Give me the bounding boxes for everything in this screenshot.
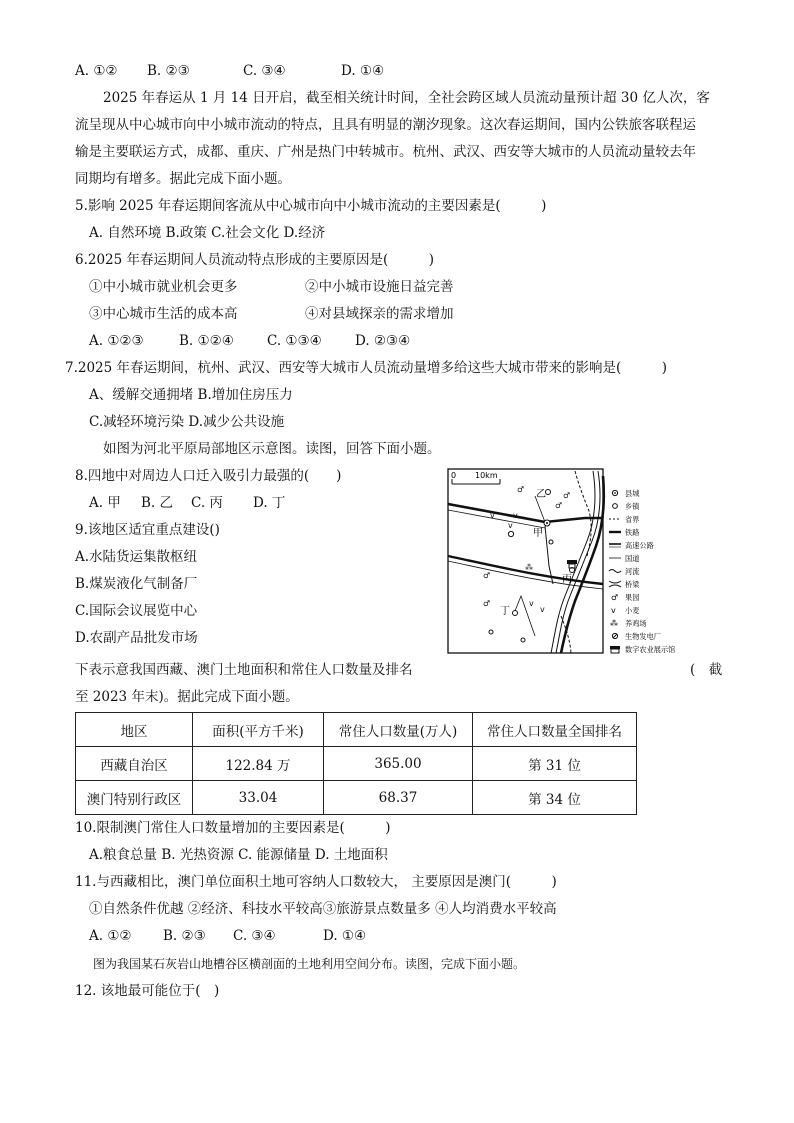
table-header: 地区 bbox=[76, 713, 193, 747]
q4-option-c: C. ③④ bbox=[243, 63, 286, 79]
q7-options-line2: C.减轻环境污染 D.减少公共设施 bbox=[89, 414, 285, 430]
q5-stem: 5.影响 2025 年春运期间客流从中心城市向中小城市流动的主要因素是( ) bbox=[75, 198, 547, 214]
table-header: 常住人口数量(万人) bbox=[324, 713, 473, 747]
orchard-icon bbox=[611, 593, 618, 602]
q11-option-c: C. ③④ bbox=[233, 928, 276, 944]
table-row bbox=[76, 781, 637, 815]
bridge-icon bbox=[609, 581, 621, 587]
svg-text:丙: 丙 bbox=[562, 574, 572, 585]
q6-stem: 6.2025 年春运期间人员流动特点形成的主要原因是( ) bbox=[75, 252, 435, 268]
hebei-plain-map bbox=[445, 466, 697, 658]
q6-item-4: ④对县域探亲的需求增加 bbox=[305, 306, 454, 322]
q7-stem: 7.2025 年春运期间，杭州、武汉、西安等大城市人员流动量增多给这些大城市带来的影响是( ) bbox=[65, 360, 668, 376]
q12-intro: 图为我国某石灰岩山地槽谷区横剖面的土地利用空间分布。读图，完成下面小题。 bbox=[93, 957, 526, 971]
svg-text:♂: ♂ bbox=[517, 485, 525, 494]
svg-text:v: v bbox=[513, 511, 518, 520]
passage1-line4: 同期均有增多。据此完成下面小题。 bbox=[75, 171, 291, 187]
table-header-row bbox=[76, 713, 637, 747]
svg-text:⁂: ⁂ bbox=[525, 563, 533, 572]
svg-text:丁: 丁 bbox=[500, 606, 510, 617]
q6-options bbox=[89, 332, 410, 350]
table-cell: 西藏自治区 bbox=[76, 747, 193, 781]
q9-option-c: C.国际会议展览中心 bbox=[75, 603, 198, 619]
svg-text:♂: ♂ bbox=[555, 501, 563, 510]
biopower-plant-icon bbox=[612, 633, 617, 638]
legend-county: 县城 bbox=[625, 489, 640, 498]
q11-stem: 11.与西藏相比，澳门单位面积土地可容纳人口数较大， 主要原因是澳门( ) bbox=[75, 874, 557, 890]
map-intro: 如图为河北平原局部地区示意图。读图，回答下面小题。 bbox=[103, 441, 441, 457]
svg-text:v: v bbox=[540, 605, 545, 614]
table-header: 常住人口数量全国排名 bbox=[473, 713, 637, 747]
svg-text:v: v bbox=[529, 599, 534, 608]
q4-option-a: A. ①② bbox=[75, 63, 118, 79]
svg-text:♂: ♂ bbox=[483, 571, 491, 580]
q6-item-3: ③中心城市生活的成本高 bbox=[89, 306, 238, 322]
q11-items: ①自然条件优越 ②经济、科技水平较高③旅游景点数量多 ④人均消费水平较高 bbox=[89, 901, 557, 917]
svg-text:♂: ♂ bbox=[611, 593, 619, 602]
table-intro-line2: 至 2023 年末)。据此完成下面小题。 bbox=[75, 689, 299, 705]
table-intro-line1: 下表示意我国西藏、澳门土地面积和常住人口数量及排名 bbox=[75, 662, 413, 678]
q8-option-d: D. 丁 bbox=[253, 495, 286, 511]
legend-national-road: 国道 bbox=[625, 554, 640, 563]
q6-item-2: ②中小城市设施日益完善 bbox=[305, 279, 454, 295]
passage1-line1: 2025 年春运从 1 月 14 日开启，截至相关统计时间，全社会跨区域人员流动量预计超 30 亿人次，客 bbox=[103, 90, 710, 106]
county-icon bbox=[612, 490, 617, 495]
svg-text:♂: ♂ bbox=[563, 491, 571, 500]
q9-option-b: B.煤炭液化气制备厂 bbox=[75, 576, 198, 592]
svg-text:v: v bbox=[490, 511, 495, 520]
q5-options: A. 自然环境 B.政策 C.社会文化 D.经济 bbox=[89, 225, 326, 241]
q11-options bbox=[89, 927, 366, 945]
table-cell: 122.84 万 bbox=[193, 747, 324, 781]
legend-river: 河流 bbox=[625, 567, 640, 576]
legend-expressway: 高速公路 bbox=[625, 541, 654, 550]
legend-province: 省界 bbox=[625, 515, 640, 524]
q9-option-a: A.水陆货运集散枢纽 bbox=[75, 549, 198, 565]
table-cell: 澳门特别行政区 bbox=[76, 781, 193, 815]
township-icon bbox=[613, 504, 618, 509]
legend-wheat: 小麦 bbox=[625, 606, 640, 615]
legend-biopower: 生物发电厂 bbox=[625, 632, 661, 641]
q6-option-c: C. ①③④ bbox=[267, 333, 322, 349]
wheat-icon bbox=[611, 606, 616, 615]
q7-options-line1: A、缓解交通拥堵 B.增加住房压力 bbox=[89, 387, 293, 403]
legend-bridge: 桥梁 bbox=[625, 580, 640, 589]
river-icon bbox=[609, 570, 621, 573]
chicken-farm-icon bbox=[610, 618, 618, 628]
q8-option-a: A. 甲 bbox=[89, 495, 121, 511]
svg-text:v: v bbox=[611, 606, 616, 615]
map-legend bbox=[609, 489, 675, 654]
digital-agri-hall-icon bbox=[610, 646, 620, 653]
q6-option-d: D. ②③④ bbox=[355, 333, 411, 349]
q8-stem: 8.四地中对周边人口迁入吸引力最强的( ) bbox=[75, 468, 342, 484]
table-cell: 第 31 位 bbox=[473, 747, 637, 781]
table-cell: 365.00 bbox=[324, 747, 473, 781]
legend-digital-agri: 数字农业展示馆 bbox=[625, 645, 676, 654]
scale-start: 0 bbox=[451, 471, 457, 480]
table-row bbox=[76, 747, 637, 781]
data-table bbox=[75, 712, 637, 815]
passage1-line2: 流呈现从中心城市向中小城市流动的特点，且具有明显的潮汐现象。这次春运期间，国内公铁旅客联程运 bbox=[75, 117, 696, 133]
table-header: 面积(平方千米) bbox=[193, 713, 324, 747]
q12-stem: 12. 该地最可能位于( ) bbox=[75, 983, 220, 999]
q4-option-b: B. ②③ bbox=[147, 63, 190, 79]
q6-option-a: A. ①②③ bbox=[89, 333, 144, 349]
legend-chicken: 养鸡场 bbox=[625, 619, 647, 628]
svg-text:v: v bbox=[508, 521, 513, 530]
legend-orchard: 果园 bbox=[625, 593, 640, 602]
expressway-icon bbox=[609, 544, 621, 547]
svg-text:甲: 甲 bbox=[533, 528, 543, 539]
svg-text:⁂: ⁂ bbox=[610, 619, 618, 628]
q4-options bbox=[75, 62, 384, 80]
q6-item-1: ①中小城市就业机会更多 bbox=[89, 279, 238, 295]
legend-township: 乡镇 bbox=[625, 502, 640, 511]
table-cell: 第 34 位 bbox=[473, 781, 637, 815]
q9-stem: 9.该地区适宜重点建设() bbox=[75, 522, 220, 538]
q11-option-a: A. ①② bbox=[89, 928, 132, 944]
q9-option-d: D.农副产品批发市场 bbox=[75, 630, 198, 646]
q10-options: A.粮食总量 B. 光热资源 C. 能源储量 D. 土地面积 bbox=[89, 847, 388, 863]
q11-option-b: B. ②③ bbox=[163, 928, 206, 944]
scale-label: 10km bbox=[475, 471, 498, 480]
table-cell: 68.37 bbox=[324, 781, 473, 815]
passage1-line3: 输是主要联运方式，成都、重庆、广州是热门中转城市。杭州、武汉、西安等大城市的人员流动量较去年 bbox=[75, 144, 696, 160]
table-cell: 33.04 bbox=[193, 781, 324, 815]
legend-railway: 铁路 bbox=[625, 528, 640, 537]
q6-option-b: B. ①②④ bbox=[179, 333, 234, 349]
svg-text:♂: ♂ bbox=[483, 599, 491, 608]
q8-option-b: B. 乙 bbox=[141, 495, 174, 511]
q4-option-d: D. ①④ bbox=[341, 63, 385, 79]
svg-text:乙: 乙 bbox=[536, 489, 546, 500]
q10-stem: 10.限制澳门常住人口数量增加的主要因素是( ) bbox=[75, 820, 391, 836]
q8-option-c: C. 丙 bbox=[191, 495, 223, 511]
q11-option-d: D. ①④ bbox=[323, 928, 367, 944]
table-intro-right: ( 截 bbox=[690, 662, 723, 678]
q8-options bbox=[89, 494, 285, 512]
